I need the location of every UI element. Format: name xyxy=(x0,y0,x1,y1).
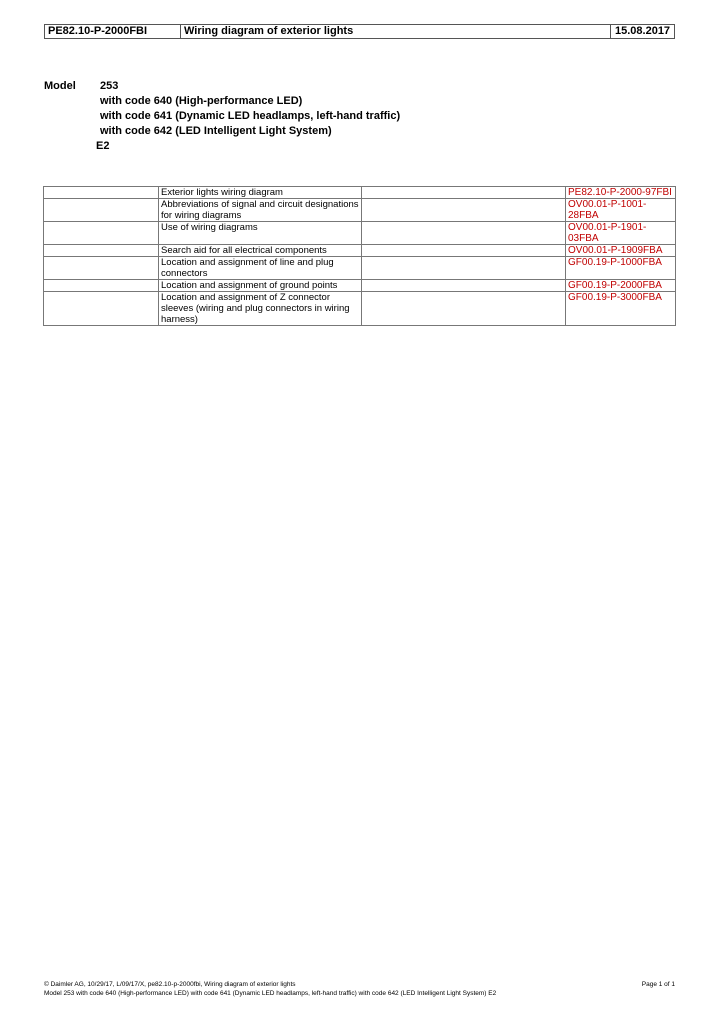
ref-doc-link[interactable]: GF00.19-P-1000FBA xyxy=(566,257,676,280)
doc-id: PE82.10-P-2000FBI xyxy=(45,25,181,38)
reference-table xyxy=(43,186,676,326)
doc-title: Wiring diagram of exterior lights xyxy=(181,25,611,38)
ref-doc-link[interactable]: GF00.19-P-2000FBA xyxy=(566,280,676,292)
ref-description: Abbreviations of signal and circuit designations for wiring diagrams xyxy=(159,199,362,222)
footer-copyright: © Daimler AG, 10/29/17, L/09/17/X, pe82.10-p-2000fbi, Wiring diagram of exterior lights xyxy=(44,981,296,988)
model-lines xyxy=(96,79,400,154)
ref-doc-link[interactable]: OV00.01-P-1901-03FBA xyxy=(566,222,676,245)
table-row xyxy=(44,222,676,245)
table-row xyxy=(44,199,676,222)
model-code: with code 641 (Dynamic LED headlamps, left-hand traffic) xyxy=(100,110,401,122)
ref-description: Location and assignment of Z connector sleeves (wiring and plug connectors in wiring harness) xyxy=(159,292,362,326)
ref-description: Location and assignment of line and plug connectors xyxy=(159,257,362,280)
ref-doc-link[interactable]: OV00.01-P-1001-28FBA xyxy=(566,199,676,222)
model-label: Model xyxy=(44,80,76,92)
ref-doc-link[interactable]: PE82.10-P-2000-97FBI xyxy=(566,187,676,199)
model-code: with code 640 (High-performance LED) xyxy=(100,95,303,107)
document-header xyxy=(44,24,675,39)
ref-doc-link[interactable]: OV00.01-P-1909FBA xyxy=(566,245,676,257)
doc-date: 15.08.2017 xyxy=(615,25,671,37)
table-row xyxy=(44,187,676,199)
model-number: 253 xyxy=(100,80,119,92)
ref-description: Search aid for all electrical components xyxy=(159,245,362,257)
ref-doc-link[interactable]: GF00.19-P-3000FBA xyxy=(566,292,676,326)
ref-description: Location and assignment of ground points xyxy=(159,280,362,292)
table-row xyxy=(44,280,676,292)
model-variant: E2 xyxy=(96,140,110,152)
page-number: Page 1 of 1 xyxy=(641,981,675,988)
page-footer xyxy=(44,980,675,998)
ref-description: Use of wiring diagrams xyxy=(159,222,362,245)
table-row xyxy=(44,292,676,326)
model-code: with code 642 (LED Intelligent Light System) xyxy=(100,125,332,137)
footer-model-line: Model 253 with code 640 (High-performance LED) with code 641 (Dynamic LED headlamps, left-hand traffic) with code 642 (LED Intelligent Light System) E2 xyxy=(44,990,497,997)
table-row xyxy=(44,245,676,257)
ref-description: Exterior lights wiring diagram xyxy=(159,187,362,199)
table-row xyxy=(44,257,676,280)
